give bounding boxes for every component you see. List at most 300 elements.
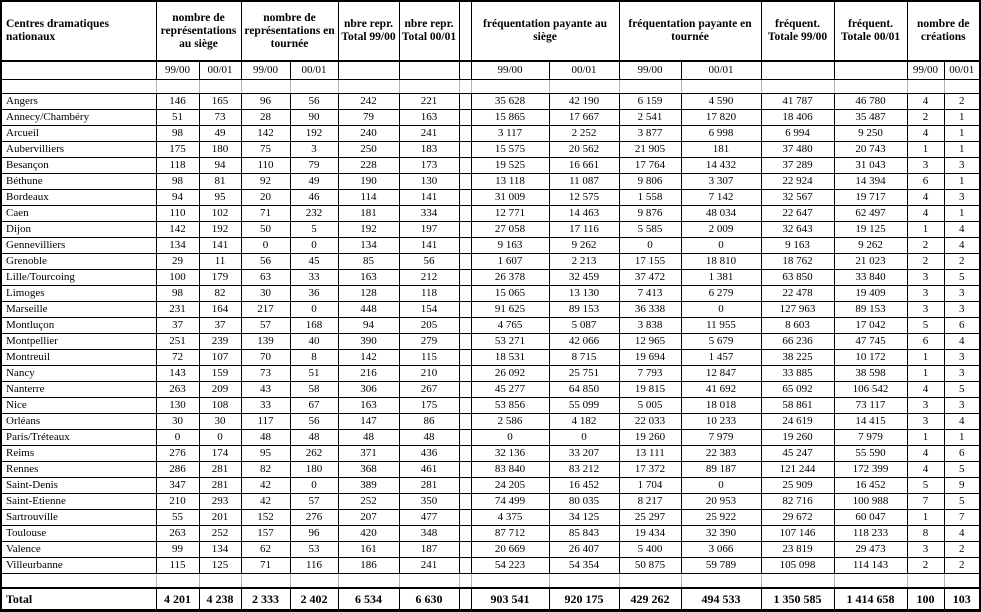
table-row <box>1 478 980 494</box>
table-row <box>1 334 980 350</box>
cell: 110 <box>241 158 290 174</box>
cell: 7 793 <box>619 366 681 382</box>
cell: 43 <box>241 382 290 398</box>
cell: 4 <box>907 126 944 142</box>
cell: 16 452 <box>549 478 619 494</box>
spacer-cell <box>399 574 459 589</box>
cell: 20 953 <box>681 494 761 510</box>
cell: 81 <box>199 174 241 190</box>
cell: 4 <box>944 414 980 430</box>
table-row <box>1 558 980 574</box>
season-label: 00/01 <box>549 61 619 80</box>
cell: 32 390 <box>681 526 761 542</box>
row-name: Nanterre <box>1 382 156 398</box>
cell: 190 <box>338 174 399 190</box>
cell: 73 <box>199 110 241 126</box>
spacer-cell <box>459 574 471 589</box>
cell: 181 <box>338 206 399 222</box>
cell: 58 <box>290 382 338 398</box>
cell: 57 <box>241 318 290 334</box>
table-row <box>1 318 980 334</box>
cell: 96 <box>241 94 290 110</box>
cell: 22 478 <box>761 286 834 302</box>
spacer-cell <box>944 80 980 94</box>
cell: 100 988 <box>834 494 907 510</box>
row-name: Annecy/Chambéry <box>1 110 156 126</box>
cell: 8 603 <box>761 318 834 334</box>
cell: 241 <box>399 558 459 574</box>
table-row <box>1 494 980 510</box>
separator-cell <box>459 494 471 510</box>
cell: 94 <box>156 190 199 206</box>
subheader-empty <box>834 61 907 80</box>
cell: 127 963 <box>761 302 834 318</box>
spacer-cell <box>549 574 619 589</box>
cell: 2 <box>907 254 944 270</box>
cell: 58 861 <box>761 398 834 414</box>
spacer-cell <box>1 574 156 589</box>
spacer-cell <box>834 574 907 589</box>
cell: 19 694 <box>619 350 681 366</box>
cell: 163 <box>399 110 459 126</box>
cell: 6 994 <box>761 126 834 142</box>
cell: 263 <box>156 526 199 542</box>
cell: 36 <box>290 286 338 302</box>
cell: 0 <box>290 478 338 494</box>
table-row <box>1 350 980 366</box>
cell: 87 712 <box>471 526 549 542</box>
cell: 19 717 <box>834 190 907 206</box>
cell: 14 432 <box>681 158 761 174</box>
cell: 26 407 <box>549 542 619 558</box>
cell: 390 <box>338 334 399 350</box>
spacer-cell <box>471 574 549 589</box>
cell: 183 <box>399 142 459 158</box>
row-name: Paris/Tréteaux <box>1 430 156 446</box>
cell: 4 <box>907 94 944 110</box>
corner-header: Centres dramatiques nationaux <box>1 1 156 61</box>
cell: 13 111 <box>619 446 681 462</box>
cell: 98 <box>156 286 199 302</box>
separator-cell <box>459 190 471 206</box>
cell: 31 043 <box>834 158 907 174</box>
cell: 48 034 <box>681 206 761 222</box>
separator-cell <box>459 318 471 334</box>
table-row <box>1 526 980 542</box>
spacer-row <box>1 80 980 94</box>
table-row <box>1 510 980 526</box>
cell: 7 979 <box>834 430 907 446</box>
subheader-empty <box>1 61 156 80</box>
cell: 281 <box>199 478 241 494</box>
cell: 102 <box>199 206 241 222</box>
cell: 8 217 <box>619 494 681 510</box>
cell: 45 277 <box>471 382 549 398</box>
cell: 50 <box>241 222 290 238</box>
cell: 3 <box>290 142 338 158</box>
separator-cell <box>459 254 471 270</box>
cell: 4 <box>907 190 944 206</box>
cell: 0 <box>290 238 338 254</box>
cell: 30 <box>156 414 199 430</box>
cell: 1 <box>907 350 944 366</box>
col-header-freq-siege: fréquentation payante au siège <box>471 1 619 61</box>
cell: 216 <box>338 366 399 382</box>
cell: 4 <box>944 222 980 238</box>
cell: 48 <box>290 430 338 446</box>
cell: 192 <box>338 222 399 238</box>
header-row <box>1 1 980 61</box>
cell: 2 <box>907 558 944 574</box>
cell: 2 <box>944 254 980 270</box>
subheader-row <box>1 61 980 80</box>
cell: 174 <box>199 446 241 462</box>
cell: 14 463 <box>549 206 619 222</box>
cell: 26 378 <box>471 270 549 286</box>
cell: 32 567 <box>761 190 834 206</box>
cell: 51 <box>290 366 338 382</box>
cell: 15 575 <box>471 142 549 158</box>
total-row <box>1 588 980 611</box>
cell: 19 409 <box>834 286 907 302</box>
total-cell: 2 402 <box>290 588 338 611</box>
spacer-cell <box>338 80 399 94</box>
cell: 9 262 <box>549 238 619 254</box>
cell: 33 207 <box>549 446 619 462</box>
cell: 75 <box>241 142 290 158</box>
cell: 24 205 <box>471 478 549 494</box>
cell: 17 042 <box>834 318 907 334</box>
cell: 19 260 <box>619 430 681 446</box>
season-label: 00/01 <box>681 61 761 80</box>
separator-cell <box>459 61 471 80</box>
season-label: 99/00 <box>156 61 199 80</box>
cell: 8 715 <box>549 350 619 366</box>
cell: 3 <box>944 158 980 174</box>
cell: 71 <box>241 558 290 574</box>
table-row <box>1 462 980 478</box>
cell: 54 223 <box>471 558 549 574</box>
cell: 212 <box>399 270 459 286</box>
cell: 134 <box>199 542 241 558</box>
cell: 70 <box>241 350 290 366</box>
cell: 114 143 <box>834 558 907 574</box>
cell: 62 <box>241 542 290 558</box>
cell: 267 <box>399 382 459 398</box>
cell: 420 <box>338 526 399 542</box>
cell: 175 <box>156 142 199 158</box>
season-label: 00/01 <box>290 61 338 80</box>
cell: 24 619 <box>761 414 834 430</box>
cell: 1 <box>907 366 944 382</box>
cell: 3 838 <box>619 318 681 334</box>
cell: 49 <box>290 174 338 190</box>
cell: 5 005 <box>619 398 681 414</box>
cell: 56 <box>399 254 459 270</box>
cell: 2 586 <box>471 414 549 430</box>
cell: 3 <box>944 190 980 206</box>
col-header-freq-tournee: fréquentation payante en tournée <box>619 1 761 61</box>
cell: 134 <box>338 238 399 254</box>
cell: 142 <box>338 350 399 366</box>
spacer-cell <box>1 80 156 94</box>
cell: 20 562 <box>549 142 619 158</box>
cell: 30 <box>199 414 241 430</box>
separator-cell <box>459 1 471 61</box>
col-header-total-9900: nbre repr. Total 99/00 <box>338 1 399 61</box>
cell: 3 <box>907 270 944 286</box>
cell: 281 <box>399 478 459 494</box>
cell: 12 575 <box>549 190 619 206</box>
cell: 141 <box>399 238 459 254</box>
separator-cell <box>459 462 471 478</box>
table-row <box>1 414 980 430</box>
cell: 168 <box>290 318 338 334</box>
cell: 2 541 <box>619 110 681 126</box>
cell: 72 <box>156 350 199 366</box>
cell: 18 762 <box>761 254 834 270</box>
cell: 12 847 <box>681 366 761 382</box>
total-cell: 4 238 <box>199 588 241 611</box>
cell: 48 <box>399 430 459 446</box>
row-name: Gennevilliers <box>1 238 156 254</box>
cell: 18 810 <box>681 254 761 270</box>
cell: 4 <box>944 526 980 542</box>
spacer-cell <box>761 80 834 94</box>
season-label: 99/00 <box>619 61 681 80</box>
cell: 281 <box>199 462 241 478</box>
cell: 71 <box>241 206 290 222</box>
cell: 350 <box>399 494 459 510</box>
cell: 276 <box>156 446 199 462</box>
cell: 37 <box>199 318 241 334</box>
cell: 15 065 <box>471 286 549 302</box>
cell: 146 <box>156 94 199 110</box>
separator-cell <box>459 142 471 158</box>
cell: 0 <box>290 302 338 318</box>
spacer-cell <box>834 80 907 94</box>
cell: 37 289 <box>761 158 834 174</box>
cell: 106 542 <box>834 382 907 398</box>
col-header-repr-tournee: nombre de représentations en tournée <box>241 1 338 61</box>
cell: 118 <box>156 158 199 174</box>
cell: 35 628 <box>471 94 549 110</box>
row-name: Toulouse <box>1 526 156 542</box>
cell: 232 <box>290 206 338 222</box>
cell: 18 018 <box>681 398 761 414</box>
cell: 3 877 <box>619 126 681 142</box>
cell: 141 <box>399 190 459 206</box>
cell: 180 <box>290 462 338 478</box>
cell: 141 <box>199 238 241 254</box>
table-row <box>1 238 980 254</box>
row-name: Arcueil <box>1 126 156 142</box>
row-name: Limoges <box>1 286 156 302</box>
table-row <box>1 302 980 318</box>
table-row <box>1 126 980 142</box>
cell: 4 765 <box>471 318 549 334</box>
cell: 163 <box>338 398 399 414</box>
cell: 115 <box>399 350 459 366</box>
cell: 7 413 <box>619 286 681 302</box>
cell: 0 <box>681 302 761 318</box>
total-cell: 920 175 <box>549 588 619 611</box>
cell: 8 <box>290 350 338 366</box>
separator-cell <box>459 430 471 446</box>
separator-cell <box>459 222 471 238</box>
cell: 46 <box>290 190 338 206</box>
subheader-empty <box>338 61 399 80</box>
cell: 33 840 <box>834 270 907 286</box>
cell: 197 <box>399 222 459 238</box>
cell: 82 <box>199 286 241 302</box>
cell: 105 098 <box>761 558 834 574</box>
table-body <box>1 80 980 589</box>
season-label: 00/01 <box>199 61 241 80</box>
cell: 242 <box>338 94 399 110</box>
cell: 107 146 <box>761 526 834 542</box>
cell: 5 <box>944 494 980 510</box>
cell: 161 <box>338 542 399 558</box>
cell: 15 865 <box>471 110 549 126</box>
cell: 1 <box>907 222 944 238</box>
row-name: Besançon <box>1 158 156 174</box>
cell: 37 <box>156 318 199 334</box>
cell: 231 <box>156 302 199 318</box>
spacer-cell <box>156 574 199 589</box>
cell: 17 667 <box>549 110 619 126</box>
cell: 1 704 <box>619 478 681 494</box>
cell: 5 585 <box>619 222 681 238</box>
cell: 110 <box>156 206 199 222</box>
row-name: Grenoble <box>1 254 156 270</box>
cell: 389 <box>338 478 399 494</box>
row-name: Reims <box>1 446 156 462</box>
cell: 55 099 <box>549 398 619 414</box>
cell: 55 590 <box>834 446 907 462</box>
cell: 5 087 <box>549 318 619 334</box>
cell: 128 <box>338 286 399 302</box>
cell: 89 153 <box>834 302 907 318</box>
cell: 0 <box>199 430 241 446</box>
cell: 368 <box>338 462 399 478</box>
separator-cell <box>459 238 471 254</box>
row-name: Angers <box>1 94 156 110</box>
subheader-empty <box>399 61 459 80</box>
season-label: 99/00 <box>241 61 290 80</box>
cell: 83 840 <box>471 462 549 478</box>
cell: 60 047 <box>834 510 907 526</box>
cell: 79 <box>338 110 399 126</box>
row-name: Marseille <box>1 302 156 318</box>
spacer-row <box>1 574 980 589</box>
cell: 33 885 <box>761 366 834 382</box>
cell: 348 <box>399 526 459 542</box>
cell: 89 187 <box>681 462 761 478</box>
cell: 0 <box>471 430 549 446</box>
spacer-cell <box>241 574 290 589</box>
cell: 20 <box>241 190 290 206</box>
cell: 28 <box>241 110 290 126</box>
total-cell: 1 350 585 <box>761 588 834 611</box>
cell: 1 <box>944 206 980 222</box>
cell: 9 250 <box>834 126 907 142</box>
cell: 20 743 <box>834 142 907 158</box>
cell: 7 979 <box>681 430 761 446</box>
cell: 53 <box>290 542 338 558</box>
col-header-freq-totale-0001: fréquent. Totale 00/01 <box>834 1 907 61</box>
cell: 1 558 <box>619 190 681 206</box>
spacer-cell <box>681 574 761 589</box>
cell: 1 <box>944 142 980 158</box>
cell: 6 <box>944 318 980 334</box>
cell: 31 009 <box>471 190 549 206</box>
cell: 115 <box>156 558 199 574</box>
cell: 173 <box>399 158 459 174</box>
cell: 2 213 <box>549 254 619 270</box>
cell: 147 <box>338 414 399 430</box>
cell: 1 <box>907 510 944 526</box>
cell: 42 <box>241 478 290 494</box>
table-row <box>1 366 980 382</box>
col-header-repr-siege: nombre de représentations au siège <box>156 1 241 61</box>
cell: 3 <box>907 158 944 174</box>
cell: 33 <box>241 398 290 414</box>
subheader-empty <box>761 61 834 80</box>
cell: 0 <box>619 238 681 254</box>
cell: 95 <box>199 190 241 206</box>
cell: 3 <box>907 302 944 318</box>
cell: 6 998 <box>681 126 761 142</box>
total-cell: 100 <box>907 588 944 611</box>
cell: 4 <box>907 382 944 398</box>
season-label: 99/00 <box>471 61 549 80</box>
cell: 86 <box>399 414 459 430</box>
cell: 29 672 <box>761 510 834 526</box>
cell: 0 <box>681 478 761 494</box>
cell: 73 117 <box>834 398 907 414</box>
separator-cell <box>459 286 471 302</box>
spacer-cell <box>338 574 399 589</box>
cell: 175 <box>399 398 459 414</box>
separator-cell <box>459 206 471 222</box>
table-row <box>1 446 980 462</box>
row-name: Dijon <box>1 222 156 238</box>
separator-cell <box>459 446 471 462</box>
cell: 67 <box>290 398 338 414</box>
separator-cell <box>459 158 471 174</box>
spacer-cell <box>290 574 338 589</box>
cell: 98 <box>156 126 199 142</box>
separator-cell <box>459 94 471 110</box>
cell: 98 <box>156 174 199 190</box>
cell: 33 <box>290 270 338 286</box>
cell: 16 452 <box>834 478 907 494</box>
cell: 11 <box>199 254 241 270</box>
cell: 165 <box>199 94 241 110</box>
cell: 9 876 <box>619 206 681 222</box>
cell: 19 815 <box>619 382 681 398</box>
cell: 19 434 <box>619 526 681 542</box>
cell: 50 875 <box>619 558 681 574</box>
cell: 48 <box>241 430 290 446</box>
cell: 95 <box>241 446 290 462</box>
separator-cell <box>459 526 471 542</box>
table-row <box>1 382 980 398</box>
cell: 56 <box>290 414 338 430</box>
cell: 118 233 <box>834 526 907 542</box>
cell: 65 092 <box>761 382 834 398</box>
